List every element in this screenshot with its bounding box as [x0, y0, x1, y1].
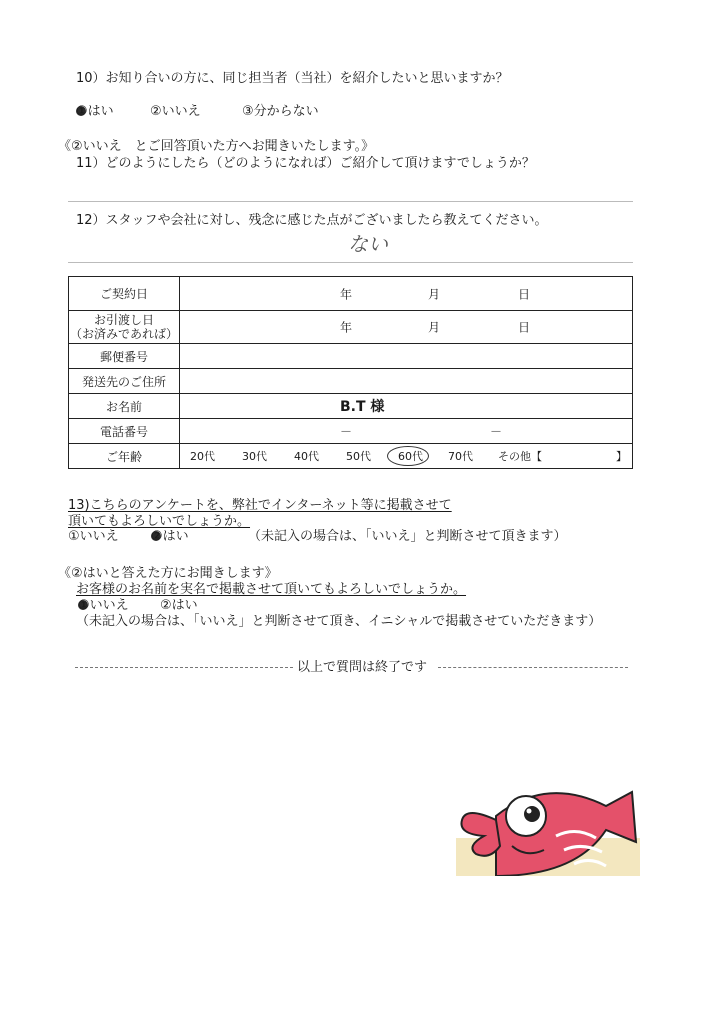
age-other-close: 】	[616, 450, 627, 463]
followup-header: 《②いいえ とご回答頂いた方へお聞きいたします。》	[58, 139, 375, 154]
postal-field[interactable]	[180, 344, 633, 369]
address-label: 発送先のご住所	[69, 369, 180, 394]
q10-option-no[interactable]: ②いいえ	[150, 104, 201, 119]
q11-question: 11）どのようにしたら（どのようになれば）ご紹介して頂けますでしょうか？	[76, 156, 535, 171]
q13-option-no[interactable]: ①いいえ	[68, 529, 119, 544]
q13-option-yes[interactable]: ②はい	[151, 529, 189, 544]
address-field[interactable]	[180, 369, 633, 394]
q12-question: 12）スタッフや会社に対し、残念に感じた点がございましたら教えてください。	[76, 213, 548, 228]
selected-circle	[387, 446, 429, 466]
end-dash-left	[75, 667, 293, 668]
q13-note: （未記入の場合は、「いいえ」と判断させて頂きます）	[248, 529, 567, 544]
move-date-field[interactable]	[180, 311, 633, 344]
q10-option-unknown[interactable]: ③分からない	[242, 104, 319, 119]
age-option-40s[interactable]: 40代	[294, 450, 319, 463]
answer-line	[68, 201, 633, 202]
day-label: 日	[518, 287, 531, 301]
q13b-note: （未記入の場合は、「いいえ」と判断させて頂き、イニシャルで掲載させていただきます）	[76, 614, 602, 629]
day-label: 日	[518, 320, 531, 335]
fish-mascot-icon	[456, 776, 640, 876]
q13b-option-yes[interactable]: ②はい	[160, 598, 198, 613]
q12-handwritten-answer: ない	[348, 232, 388, 256]
end-dash-right	[438, 667, 628, 668]
q13-question-line1: 13)こちらのアンケートを、弊社でインターネット等に掲載させて	[68, 498, 452, 513]
move-date-label: お引渡し日 （お済みであれば）	[69, 311, 180, 344]
age-label: ご年齢	[69, 444, 180, 469]
phone-field[interactable]	[180, 419, 633, 444]
name-label: お名前	[69, 394, 180, 419]
q10-option-yes[interactable]: ①はい	[76, 104, 114, 119]
phone-separator: －	[340, 424, 353, 439]
name-field[interactable]	[180, 394, 633, 419]
phone-separator: －	[490, 424, 503, 439]
year-label: 年	[340, 320, 353, 335]
q13-question-line2: 頂いてもよろしいでしょうか。	[68, 514, 251, 529]
postal-label: 郵便番号	[69, 344, 180, 369]
q10-question: 10）お知り合いの方に、同じ担当者（当社）を紹介したいと思いますか？	[76, 71, 509, 86]
month-label: 月	[428, 287, 441, 301]
end-text: 以上で質問は終了です	[297, 660, 428, 675]
age-option-30s[interactable]: 30代	[242, 450, 267, 463]
customer-info-table	[68, 276, 633, 469]
month-label: 月	[428, 320, 441, 335]
age-option-20s[interactable]: 20代	[190, 450, 215, 463]
age-option-70s[interactable]: 70代	[448, 450, 473, 463]
age-option-60s[interactable]: 60代	[398, 450, 423, 463]
age-option-50s[interactable]: 50代	[346, 450, 371, 463]
age-field	[180, 444, 633, 469]
phone-label: 電話番号	[69, 419, 180, 444]
contract-date-field[interactable]	[180, 277, 633, 311]
q13b-question: お客様のお名前を実名で掲載させて頂いてもよろしいでしょうか。	[76, 582, 467, 597]
year-label: 年	[340, 287, 353, 301]
name-value: B.T 様	[340, 399, 385, 415]
contract-date-label: ご契約日	[69, 277, 180, 311]
answer-line	[68, 262, 633, 263]
age-option-other[interactable]: その他【	[498, 450, 542, 463]
q13b-header: 《②はいと答えた方にお聞きします》	[58, 566, 278, 581]
q13b-option-no[interactable]: ①いいえ	[78, 598, 129, 613]
